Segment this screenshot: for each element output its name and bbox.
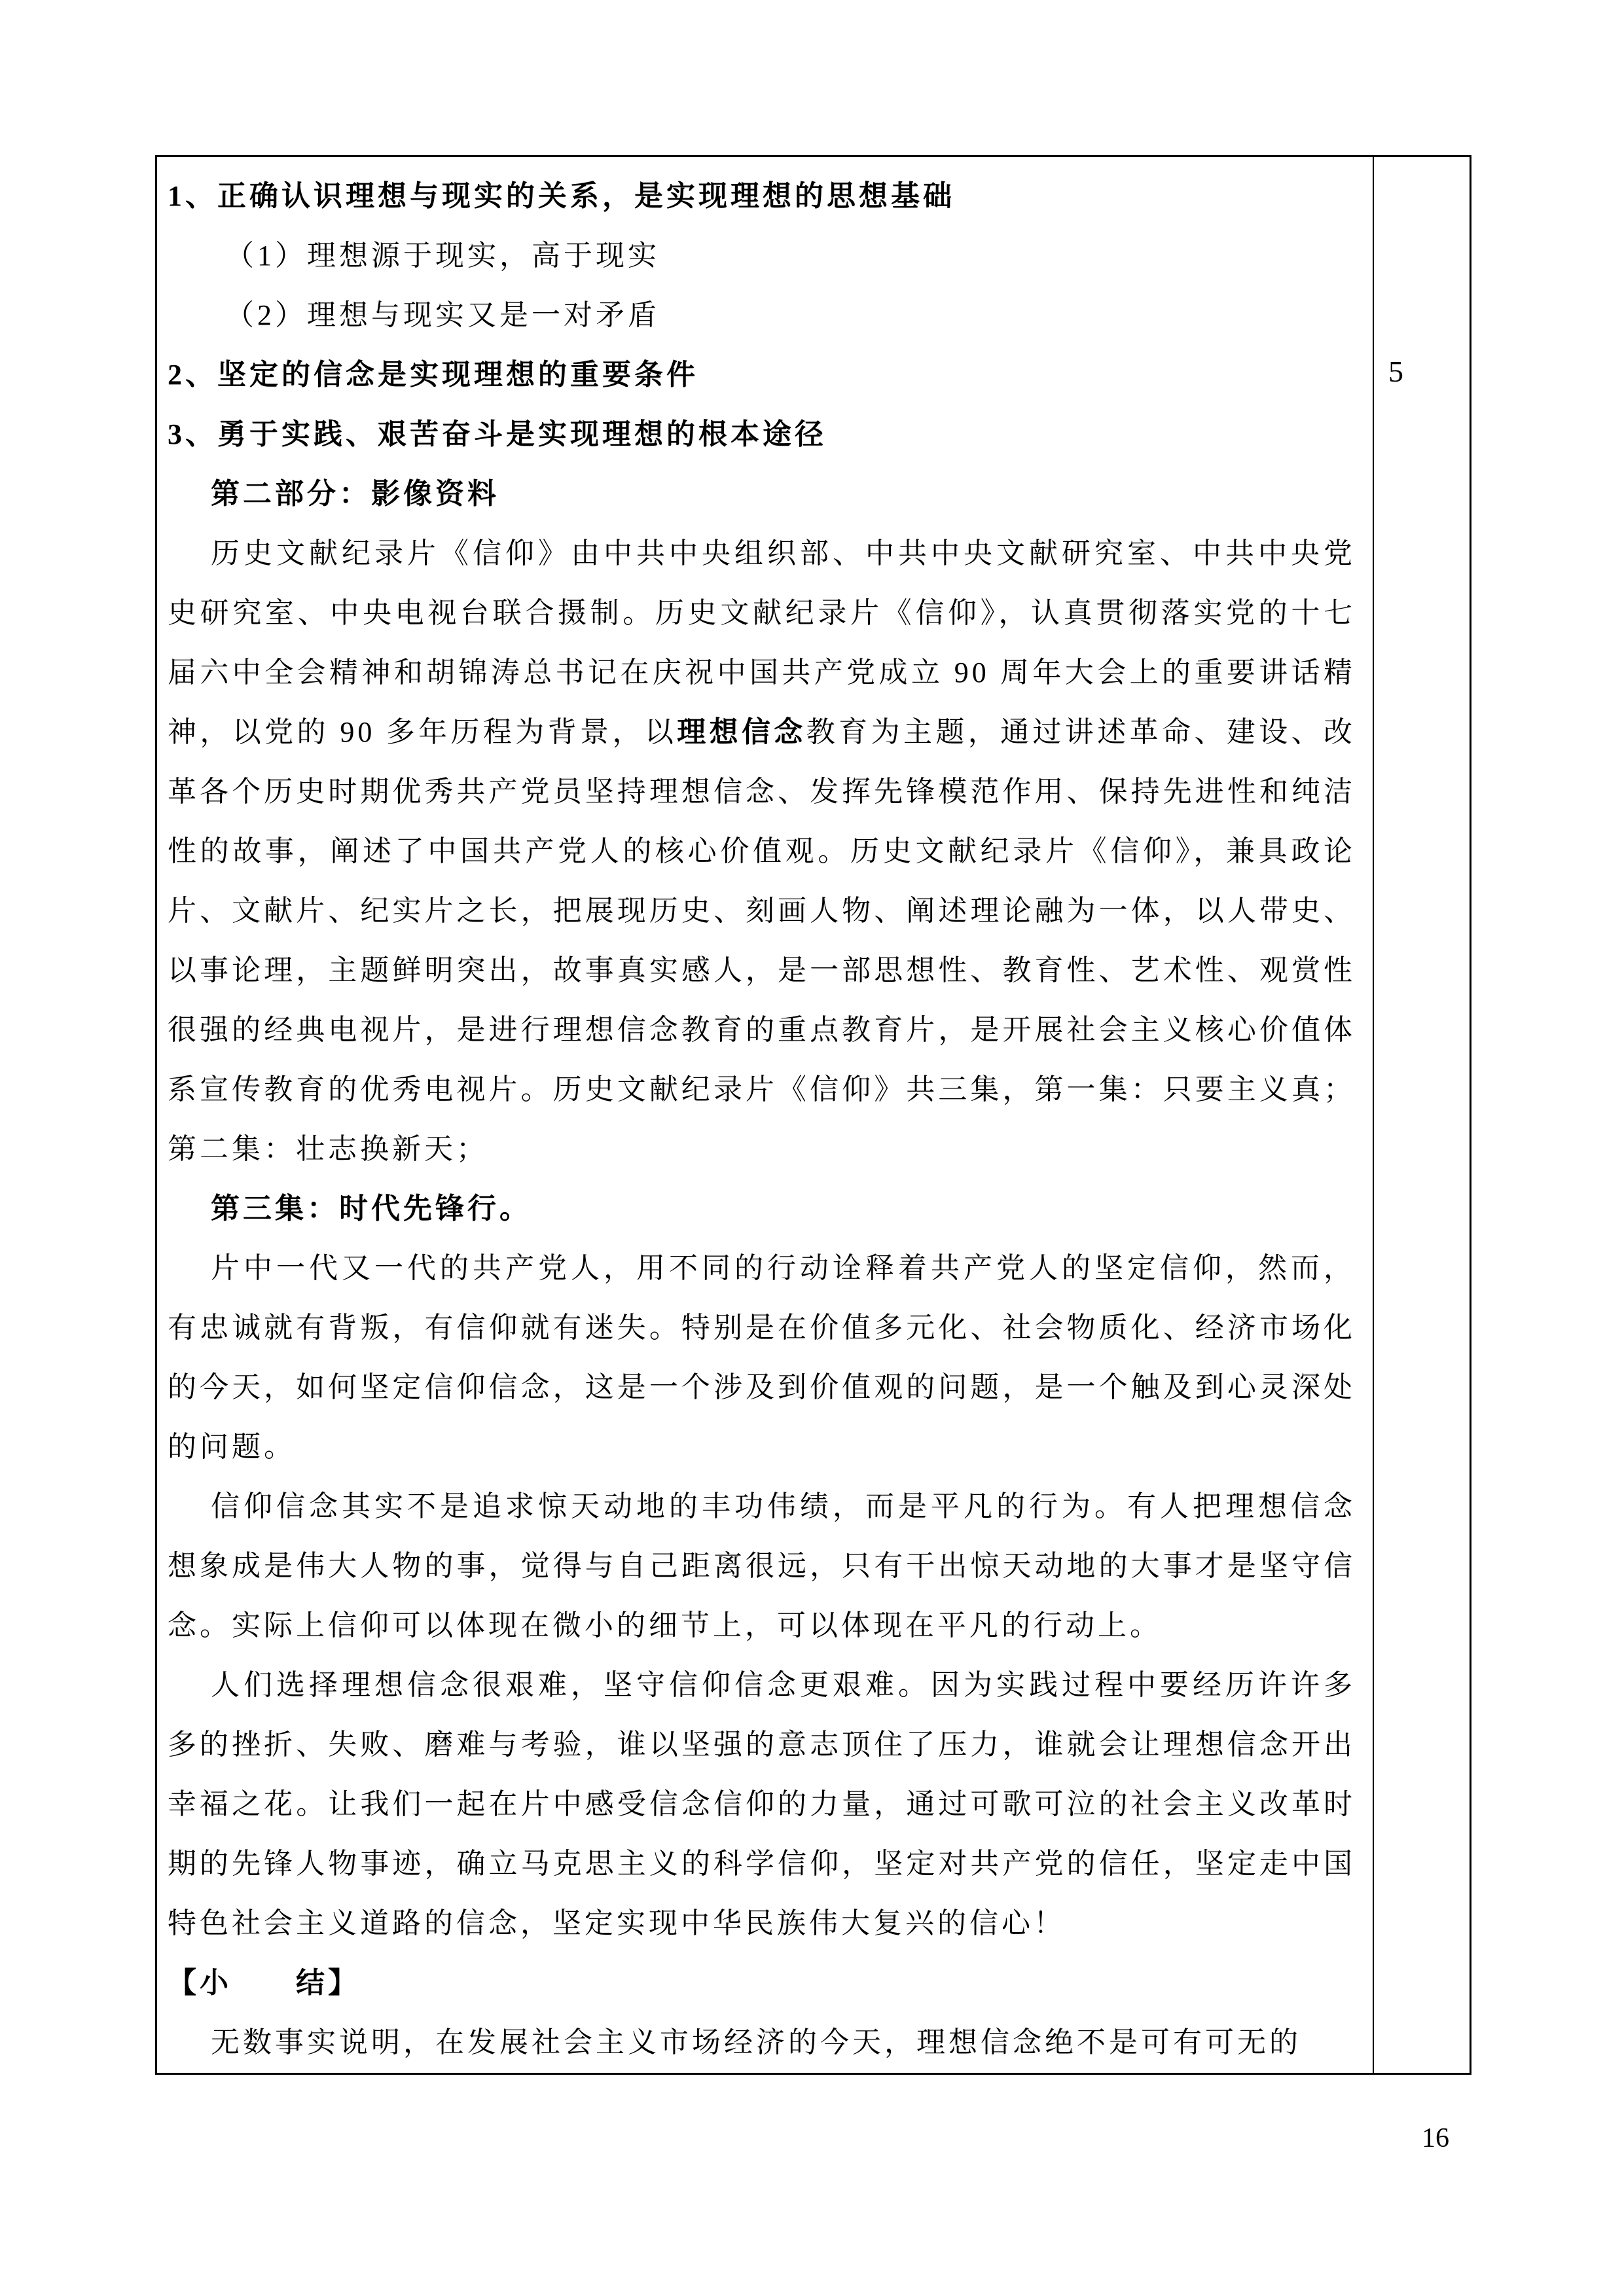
paragraph-documentary-intro-bold-term: 理想信念 [677,716,806,748]
paragraph-faith-and-loss: 片中一代又一代的共产党人，用不同的行动诠释着共产党人的坚定信仰，然而，有忠诚就有背叛，有信仰就有迷失。特别是在价值多元化、社会物质化、经济市场化的今天，如何坚定信仰信念，这是一个涉及到价值观的问题，是一个触及到心灵深处的问题。 [168,1252,1356,1463]
outline-heading-2: 2、坚定的信念是实现理想的重要条件 [168,359,698,391]
paragraph-documentary-intro [168,524,1356,1179]
paragraph-documentary-intro-pre: 历史文献纪录片《信仰》由中共中央组织部、中共中央文献研究室、中共中央党史研究室、中央电视台联合摄制。历史文献纪录片《信仰》，认真贯彻落实党的十七届六中全会精神和胡锦涛总书记在庆祝中国共产党成立 90 周年大会上的重要讲话精神，以党的 90 多年历程为背景，以 [168,537,1356,748]
lesson-content-cell [157,157,1374,2073]
outline-subitem-1: （1）理想源于现实，高于现实 [225,240,660,272]
summary-heading: 【小 结】 [168,1967,360,1999]
outline-heading-1: 1、正确认识理想与现实的关系，是实现理想的思想基础 [168,180,955,212]
episode-3-heading: 第三集：时代先锋行。 [211,1193,532,1225]
time-allocation-column [1374,157,1470,2073]
outline-heading-3: 3、勇于实践、艰苦奋斗是实现理想的根本途径 [168,418,827,450]
paragraph-documentary-intro-post: 教育为主题，通过讲述革命、建设、改革各个历史时期优秀共产党员坚持理想信念、发挥先锋模范作用、保持先进性和纯洁性的故事，阐述了中国共产党人的核心价值观。历史文献纪录片《信仰》，兼具政论片、文献片、纪实片之长，把展现历史、刻画人物、阐述理论融为一体，以人带史、以事论理，主题鲜明突出，故事真实感人，是一部思想性、教育性、艺术性、观赏性很强的经典电视片，是进行理想信念教育的重点教育片，是开展社会主义核心价值体系宣传教育的优秀电视片。历史文献纪录片《信仰》共三集，第一集：只要主义真；第二集：壮志换新天； [168,716,1356,1165]
outline-subitem-2: （2）理想与现实又是一对矛盾 [225,299,660,331]
lesson-plan-table [155,155,1471,2075]
paragraph-summary: 无数事实说明，在发展社会主义市场经济的今天，理想信念绝不是可有可无的 [211,2026,1301,2058]
section-2-heading: 第二部分：影像资料 [211,478,499,510]
paragraph-perseverance: 人们选择理想信念很艰难，坚守信仰信念更艰难。因为实践过程中要经历许许多多的挫折、失败、磨难与考验，谁以坚强的意志顶住了压力，谁就会让理想信念开出幸福之花。让我们一起在片中感受信念信仰的力量，通过可歌可泣的社会主义改革时期的先锋人物事迹，确立马克思主义的科学信仰，坚定对共产党的信任，坚定走中国特色社会主义道路的信念，坚定实现中华民族伟大复兴的信心！ [168,1669,1356,1939]
page-number: 16 [1422,2123,1449,2153]
time-allocation-value: 5 [1388,355,1403,388]
paragraph-ordinary-deeds: 信仰信念其实不是追求惊天动地的丰功伟绩，而是平凡的行为。有人把理想信念想象成是伟大人物的事，觉得与自己距离很远，只有干出惊天动地的大事才是坚守信念。实际上信仰可以体现在微小的细节上，可以体现在平凡的行动上。 [168,1490,1356,1641]
